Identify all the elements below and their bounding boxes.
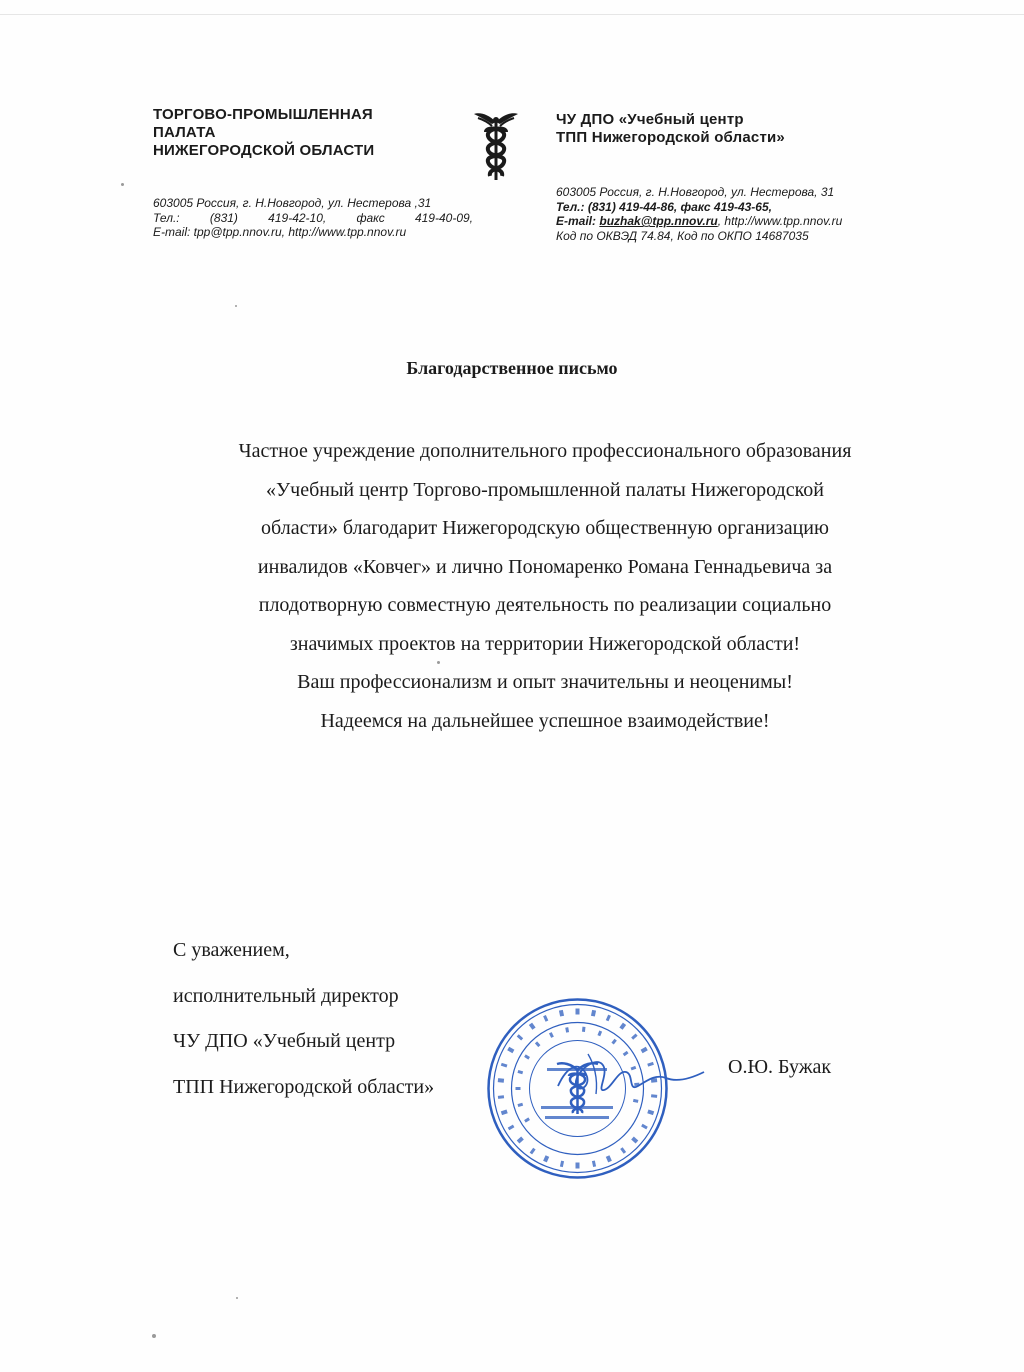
website-link[interactable]: , http://www.tpp.nnov.ru (717, 214, 843, 228)
header-right (556, 111, 886, 243)
org-address-left (153, 196, 473, 240)
body-line: Ваш профессионализм и опыт значительны и неоценимы! (297, 671, 793, 693)
closing-line: ЧУ ДПО «Учебный центр (173, 1030, 396, 1052)
fax-label: факс (356, 210, 385, 225)
body-line: «Учебный центр Торгово-промышленной палаты Нижегородской (266, 478, 824, 501)
closing-line: ТПП Нижегородской области» (173, 1075, 435, 1098)
scan-edge-line (0, 14, 1024, 15)
org-name-line: НИЖЕГОРОДСКОЙ ОБЛАСТИ (153, 142, 375, 159)
scan-speck (437, 661, 440, 664)
email-web-line: E-mail: tpp@tpp.nnov.ru, http://www.tpp.nnov.ru (153, 225, 407, 239)
org-name-line: ПАЛАТА (153, 124, 216, 141)
phone-label: Тел.: (153, 210, 180, 225)
signer-name: О.Ю. Бужак (728, 1056, 832, 1078)
scan-speck (236, 1297, 238, 1299)
fax-number: 419-40-09, (414, 210, 473, 225)
scan-speck (235, 305, 237, 307)
email-link[interactable]: buzhak@tpp.nnov.ru (599, 214, 718, 228)
codes-line: Код по ОКВЭД 74.84, Код по ОКПО 14687035 (556, 228, 809, 243)
body-line: значимых проектов на территории Нижегородской области! (289, 632, 801, 655)
body-line: плодотворную совместную деятельность по реализации социально (258, 594, 832, 616)
phone-fax-line: Тел.: (831) 419-44-86, факс 419-43-65, (556, 199, 772, 214)
scan-speck (121, 183, 124, 186)
phone-fax-row (153, 211, 473, 226)
handwritten-signature (548, 1034, 708, 1114)
caduceus-icon (472, 108, 520, 184)
email-web-line (556, 214, 886, 229)
scan-speck (152, 1334, 156, 1338)
body-line: Надеемся на дальнейшее успешное взаимодействие! (320, 709, 770, 732)
address-line: 603005 Россия, г. Н.Новгород, ул. Нестерова ,31 (153, 196, 432, 210)
letter-body (150, 432, 940, 740)
org-name-line: ТПП Нижегородской области» (556, 129, 785, 146)
header-left (153, 106, 473, 240)
body-line: Частное учреждение дополнительного профессионального образования (238, 440, 852, 462)
org-name-line: ТОРГОВО-ПРОМЫШЛЕННАЯ (153, 106, 373, 123)
body-line: инвалидов «Ковчег» и лично Пономаренко Романа Геннадьевича за (257, 555, 833, 578)
org-name-left (153, 106, 473, 160)
phone-code: (831) (209, 210, 238, 225)
org-name-line: ЧУ ДПО «Учебный центр (556, 111, 744, 128)
email-label: E-mail: (556, 214, 597, 228)
letter-title: Благодарственное письмо (406, 358, 618, 378)
closing-line: исполнительный директор (173, 984, 399, 1007)
org-address-right (556, 185, 886, 243)
closing-block (173, 928, 434, 1110)
phone-number: 419-42-10, (268, 210, 327, 225)
closing-line: С уважением, (173, 939, 290, 961)
org-name-right (556, 111, 886, 147)
body-line: области» благодарит Нижегородскую общественную организацию (261, 517, 829, 539)
address-line: 603005 Россия, г. Н.Новгород, ул. Нестерова, 31 (556, 185, 835, 199)
